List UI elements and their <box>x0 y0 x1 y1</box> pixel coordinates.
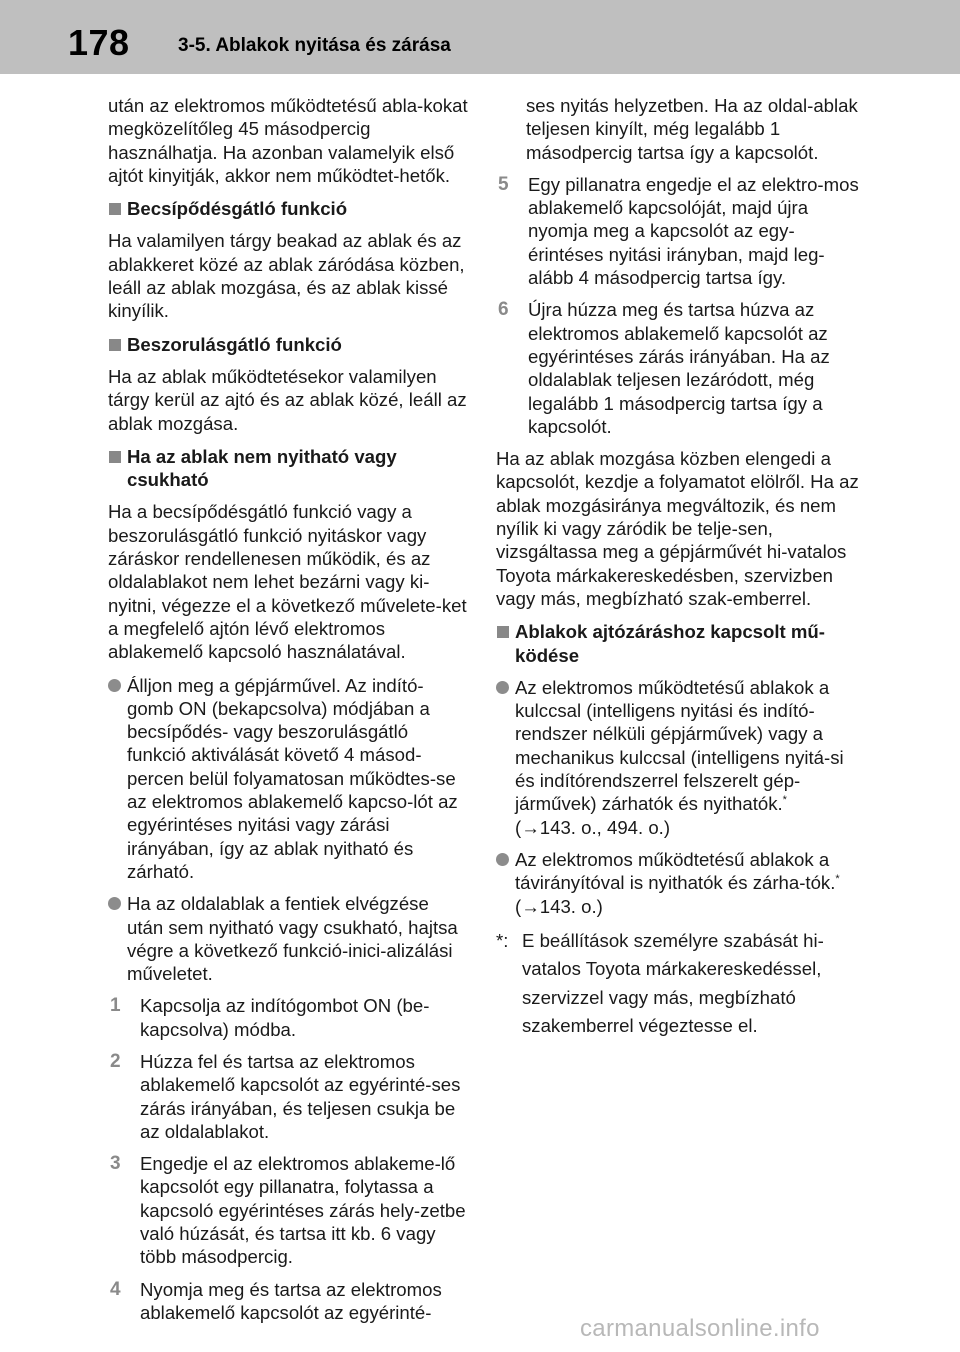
step-number: 6 <box>498 299 509 321</box>
intro-paragraph: után az elektromos működtetésű abla-kokat megközelítőleg 45 másodpercig használhatja. Ha azonban valamelyik első ajtót kinyitják, akkor nem működtet-hetők. <box>108 95 468 186</box>
step-text: Újra húzza meg és tartsa húzva az elektromos ablakemelő kapcsolót az egyérintéses zárás irányában. Ha az oldalablak teljesen lezáródott, még legalább 1 másodpercig tartsa így a kapcsolót. <box>528 299 830 437</box>
square-bullet-icon <box>497 626 509 638</box>
step-item <box>108 1278 468 1325</box>
footnote-mark: *: <box>496 929 509 951</box>
paragraph-stuck: Ha a becsípődésgátló funkció vagy a beszorulásgátló funkció nyitáskor vagy záráskor rendellenesen működik, és az oldalablakot nem lehet bezárni vagy ki-nyitni, végezze el a következő művelete-ket a megfelelő ajtón lévő elektromos ablakemelő kapcsoló használatával. <box>108 501 467 663</box>
footnote-text: E beállítások személyre szabását hi-vatalos Toyota márkakereskedéssel, szervizzel vagy más, megbízható szakemberrel végeztesse el. <box>522 929 824 1037</box>
heading-text: Beszorulásgátló funkció <box>127 333 342 355</box>
bullet-body <box>515 676 860 839</box>
page-reference: (→143. o.) <box>515 895 603 917</box>
circle-bullet-icon <box>496 681 509 694</box>
bullet-text: Az elektromos működtetésű ablakok a távirányítóval is nyithatók és zárha-tók. <box>515 848 836 894</box>
heading-door-lock-linked <box>496 620 860 667</box>
step-item <box>108 1050 468 1143</box>
bullet-text: Az elektromos működtetésű ablakok a kulccsal (intelligens nyitási és indító-rendszer nélküli gépjárművek) vagy a mechanikus kulccsal (intelligens nyitá-si és indítórendszerrel felszerelt gép-járművek) zárhatók és nyithatók. <box>515 676 844 815</box>
bullet-text: Ha az oldalablak a fentiek elvégzése után sem nyitható vagy csukható, hajtsa végre a következő funkció-inici-alizálási műveletet. <box>127 893 458 985</box>
heading-jam-protection <box>108 333 468 356</box>
bullet-item <box>108 892 468 985</box>
heading-text: Ablakok ajtózáráshoz kapcsolt mű-ködése <box>515 621 825 666</box>
step-item <box>108 994 468 1041</box>
step-item <box>496 298 860 438</box>
step-text: Kapcsolja az indítógombot ON (be-kapcsolva) módba. <box>140 995 430 1040</box>
step-text: Engedje el az elektromos ablakeme-lő kapcsolót egy pillanatra, folytassa a kapcsoló egyérintéses zárás hely-zetbe való húzását, és tartsa itt kb. 6 vagy több másodpercig. <box>140 1153 466 1268</box>
step-text: Egy pillanatra engedje el az elektro-mos ablakemelő kapcsolóját, majd újra nyomja meg a kapcsolót az egy-érintéses nyitási irányban, majd leg-alább 4 másodpercig tartsa így. <box>528 173 859 289</box>
asterisk-mark: * <box>835 873 840 886</box>
heading-text: Becsípődésgátló funkció <box>127 198 348 220</box>
page-number: 178 <box>68 22 130 63</box>
paragraph-restart: Ha az ablak mozgása közben elengedi a kapcsolót, kezdje a folyamatot elölről. Ha az ablak mozgásiránya megváltozik, és nem nyílik ki vagy záródik be telje-sen, vizsgáltassa meg a gépjárművét hi-vatalos Toyota márkakereskedésben, szervizben vagy más, megbízható szak-emberrel. <box>496 448 859 609</box>
footnote <box>496 927 860 1041</box>
paragraph-pinch: Ha valamilyen tárgy beakad az ablak és az ablakkeret közé az ablak záródása közben, leáll az ablak mozgása, és az ablak kissé kinyílik. <box>108 230 465 322</box>
step-number: 5 <box>498 173 509 195</box>
bullet-text: Álljon meg a gépjárművel. Az indító-gomb ON (bekapcsolva) módjában a becsípődés- vagy beszorulásgátló funkció aktiválását követő 4 másod-percen belül folyamatosan működtes-se az elektromos ablakemelő kapcso-lót az egyérintéses nyitási vagy zárási irányában, így az ablak nyitható és zárható. <box>127 674 458 882</box>
header-band <box>0 0 960 74</box>
heading-text: Ha az ablak nem nyitható vagy csukható <box>127 445 397 491</box>
square-bullet-icon <box>109 203 121 215</box>
square-bullet-icon <box>109 451 121 463</box>
section-title: 3-5. Ablakok nyitása és zárása <box>178 35 451 56</box>
step-text: Nyomja meg és tartsa az elektromos ablakemelő kapcsolót az egyérinté- <box>140 1278 442 1323</box>
step-item <box>496 173 860 289</box>
bullet-item <box>496 676 860 839</box>
paragraph-jam: Ha az ablak működtetésekor valamilyen tárgy kerül az ajtó és az ablak közé, leáll az ablak mozgása. <box>108 365 467 434</box>
watermark-text: carmanualsonline.info <box>580 1315 820 1342</box>
square-bullet-icon <box>109 339 121 351</box>
step-text: Húzza fel és tartsa az elektromos ablakemelő kapcsolót az egyérinté-ses zárás irányában, és teljesen csukja be az oldalablakot. <box>140 1050 461 1142</box>
heading-window-stuck <box>108 445 468 492</box>
circle-bullet-icon <box>496 853 509 866</box>
bullet-body <box>515 848 860 918</box>
step-continuation: ses nyitás helyzetben. Ha az oldal-ablak teljesen kinyílt, még legalább 1 másodpercig tartsa így a kapcsolót. <box>526 95 858 163</box>
circle-bullet-icon <box>108 679 121 692</box>
left-column <box>108 94 468 1333</box>
step-number: 2 <box>110 1050 121 1072</box>
step-item <box>108 1152 468 1268</box>
step-number: 3 <box>110 1153 121 1175</box>
step-number: 4 <box>110 1278 121 1300</box>
bullet-item <box>108 674 468 884</box>
circle-bullet-icon <box>108 897 121 910</box>
step-number: 1 <box>110 995 121 1017</box>
asterisk-mark: * <box>782 794 787 807</box>
page-reference: (→143. o., 494. o.) <box>515 816 671 838</box>
heading-pinch-protection <box>108 197 468 220</box>
right-column <box>496 94 860 1041</box>
bullet-item <box>496 848 860 918</box>
